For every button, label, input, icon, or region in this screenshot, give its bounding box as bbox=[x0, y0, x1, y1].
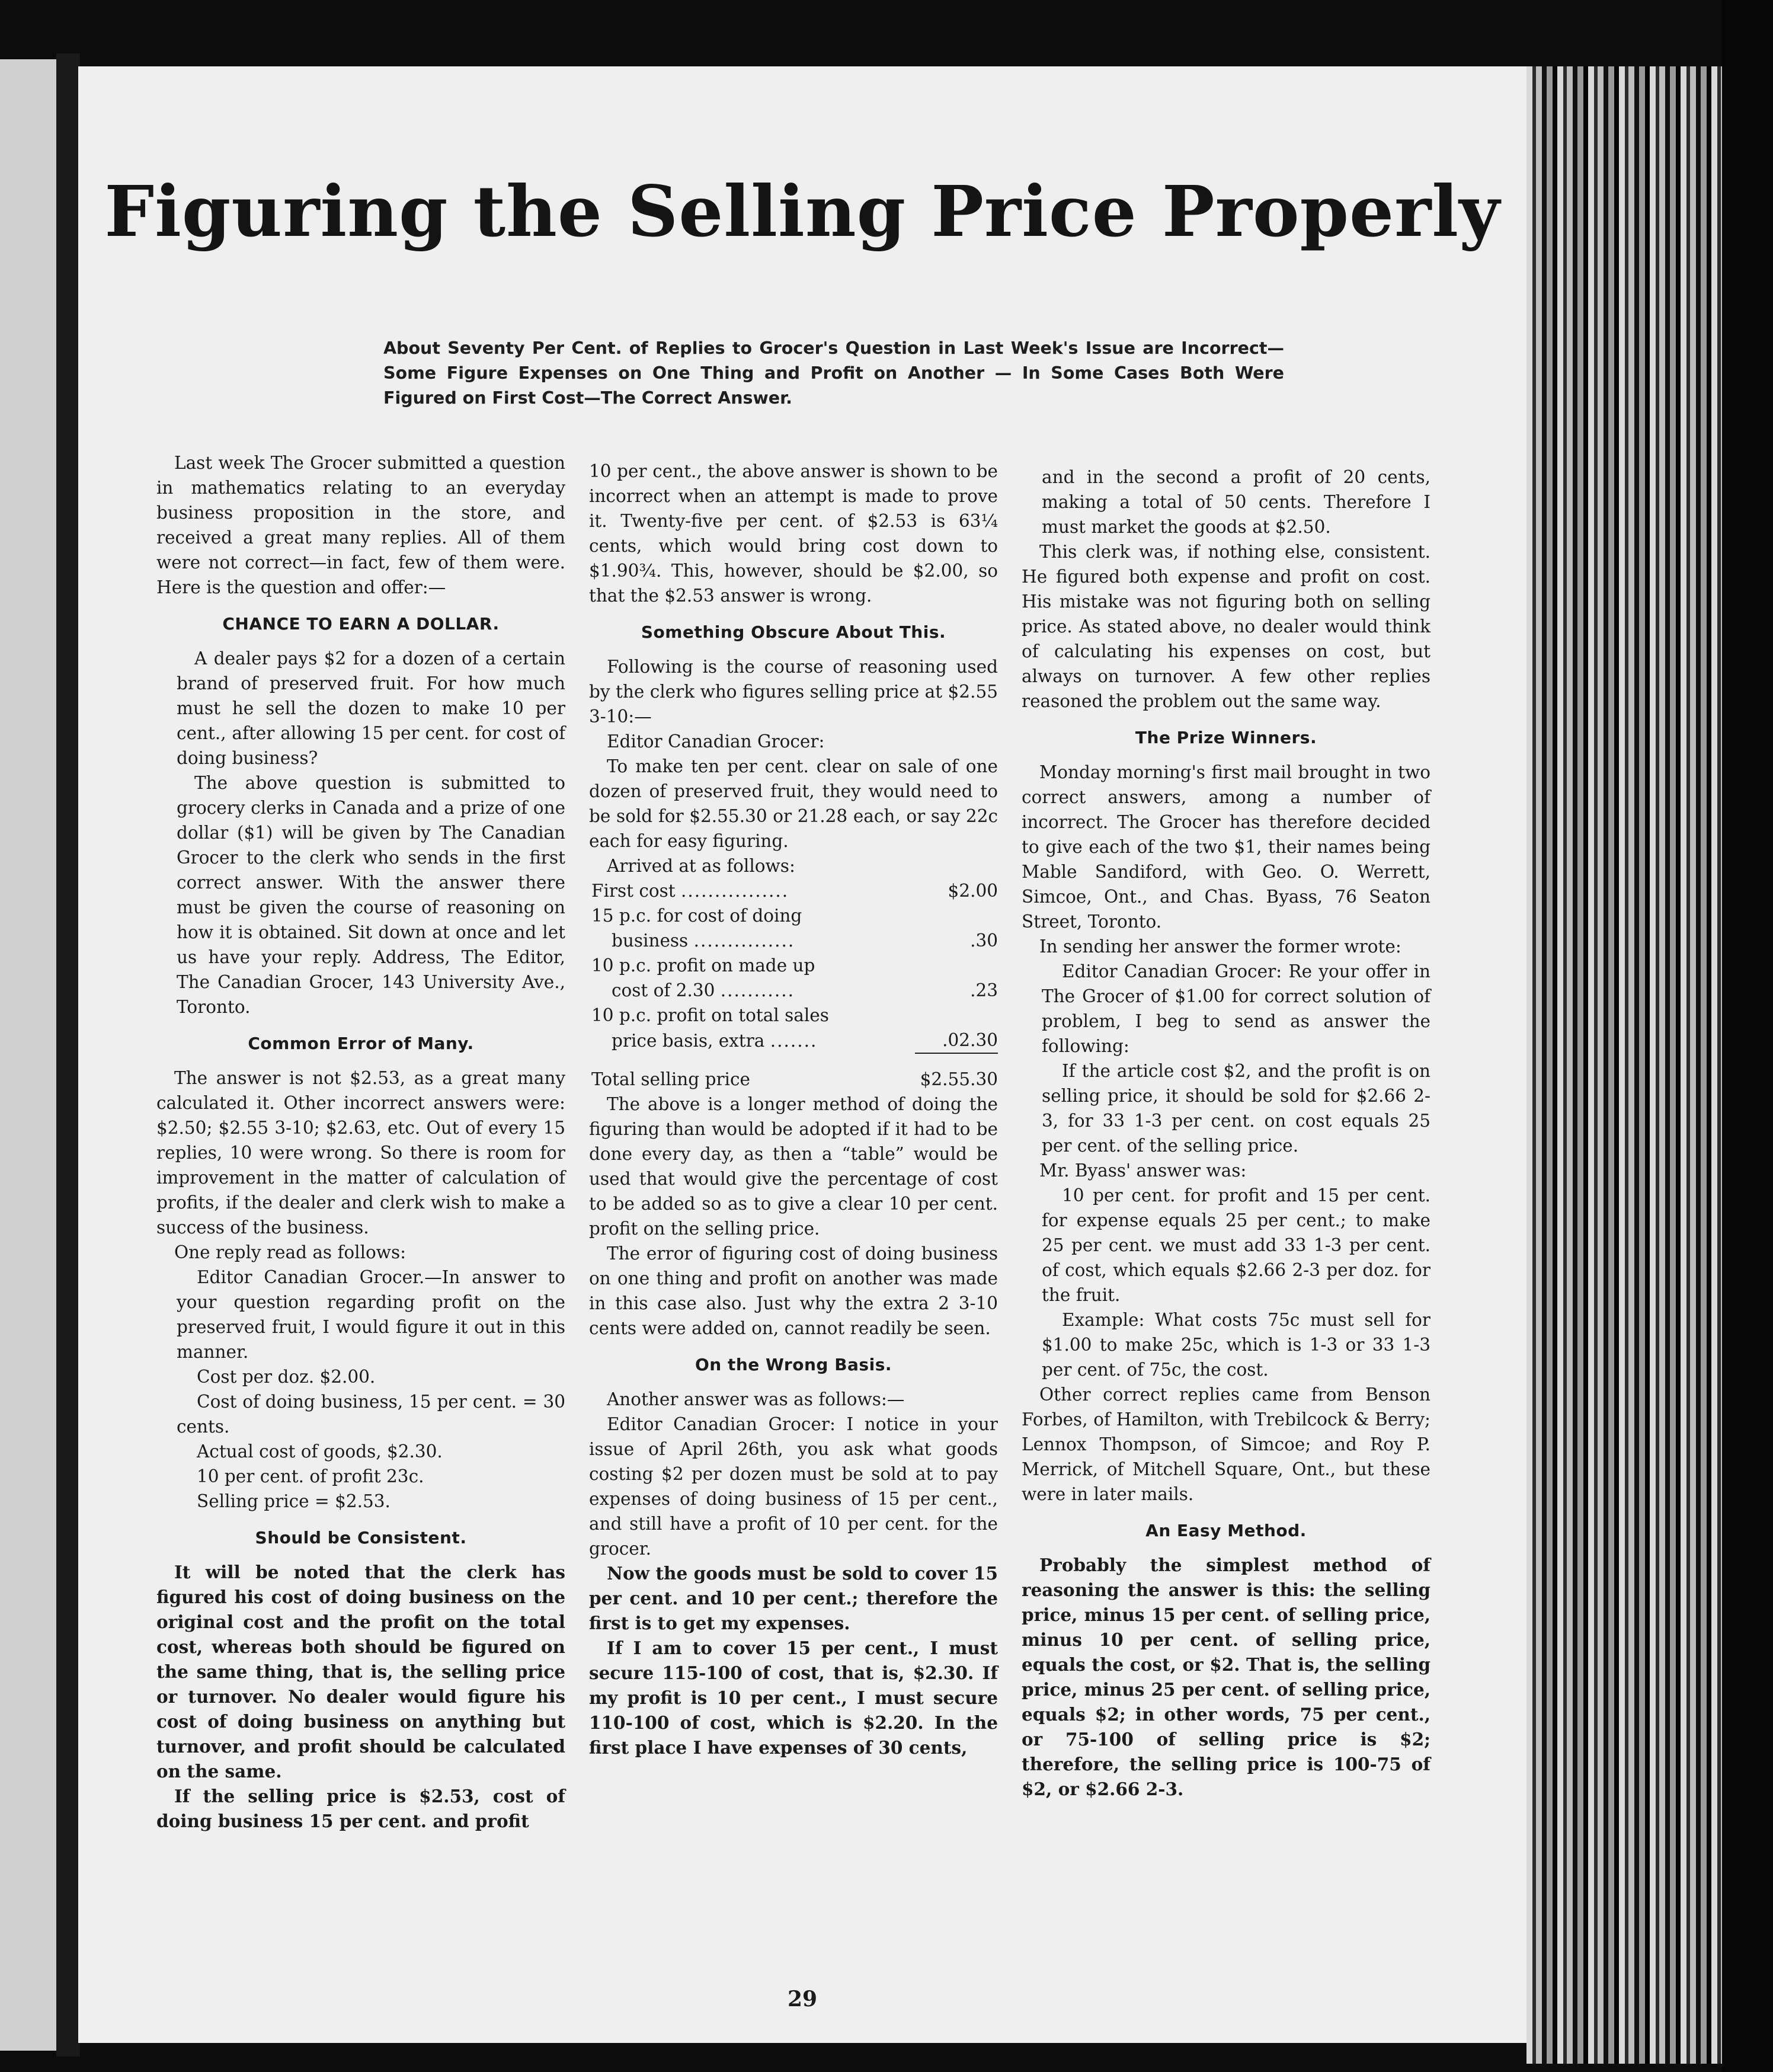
book-gutter bbox=[56, 53, 80, 2057]
reply-line: Selling price = $2.53. bbox=[197, 1491, 391, 1511]
if-article-letter: If the article cost $2, and the profit is on selling price, it should be sold for $2.66 2-3, for 33 1-3 per cent. on cost equals 25 per cent. of the selling price. bbox=[1042, 1061, 1430, 1156]
continued-paragraph: and in the second a profit of 20 cents, making a total of 50 cents. Therefore I must market the goods at $2.50. bbox=[1042, 467, 1430, 537]
if-selling-paragraph: If the selling price is $2.53, cost of doing business 15 per cent. and profit bbox=[156, 1786, 565, 1831]
page-stack-edges bbox=[1526, 66, 1722, 2064]
clerk-paragraph: This clerk was, if nothing else, consistent. He figured both expense and profit on cost. His mistake was not figuring both on selling price. As stated above, no dealer would think of calculating his expenses on cost, but always on turnover. A few other replies reasoned the problem out the same way. bbox=[1022, 542, 1430, 711]
monday-paragraph: Monday morning's first mail brought in two correct answers, among a number of incorrect. The Grocer has therefore decided to give each of the two $1, their names being Mable Sandiford, with Geo. O. Werrett, Simcoe, Ont., and Chas. Byass, 76 Seaton Street, Toronto. bbox=[1022, 762, 1430, 932]
easy-method-paragraph: Probably the simplest method of reasoning the answer is this: the selling price, minus 15 per cent. of selling price, minus 10 per cent. of selling price, equals the cost, or $2. That is, the selling price, minus 25 per cent. of selling price, equals $2; in other words, 75 per cent., or 75-100 of selling price is $2; therefore, the selling price is 100-75 of $2, or $2.66 2-3. bbox=[1022, 1555, 1430, 1799]
reply-letter: Editor Canadian Grocer.—In answer to your question regarding profit on the preserved fruit, I would figure it out in this manner. bbox=[177, 1267, 565, 1362]
question-paragraph: A dealer pays $2 for a dozen of a certain brand of preserved fruit. For how much must he sell the dozen to make 10 per cent., after allowing 15 per cent. for cost of doing business? bbox=[177, 648, 565, 768]
calc-label: 10 p.c. profit on made up bbox=[591, 955, 815, 976]
common-error-paragraph: The answer is not $2.53, as a great many calculated it. Other incorrect answers were: $2.50; $2.55 3-10; $2.63, etc. Out of every 15 replies, 10 were wrong. So there is room for improvement in the matter of calculation of profits, if the dealer and clerk wish to make a success of the business. bbox=[156, 1068, 565, 1238]
leader-dots: ................ bbox=[681, 881, 789, 901]
calc-amount bbox=[915, 1003, 998, 1028]
error-paragraph: The error of figuring cost of doing business on one thing and profit on another was made in this case also. Just why the extra 2 3-10 cents were added on, cannot readily be seen. bbox=[589, 1243, 998, 1338]
calc-row bbox=[589, 878, 998, 903]
if-cover-paragraph: If I am to cover 15 per cent., I must secure 115-100 of cost, that is, $2.30. If my profit is 10 per cent., I must secure 110-100 of cost, which is $2.20. In the first place I have expenses of 30 cents, bbox=[589, 1638, 998, 1758]
article-subhead: About Seventy Per Cent. of Replies to Grocer's Question in Last Week's Issue are Incorrect—Some Figure Expenses on One Thing and Profit on Another — In Some Cases Both Were Figured on First Cost—The Correct Answer. bbox=[383, 338, 1284, 408]
calc-label: price basis, extra bbox=[612, 1031, 765, 1051]
letter-paragraph: To make ten per cent. clear on sale of one dozen of preserved fruit, they would need to be sold for $2.55.30 or 21.28 each, or say 22c each for easy figuring. bbox=[589, 756, 998, 851]
byass-intro: Mr. Byass' answer was: bbox=[1039, 1160, 1247, 1181]
reply-line: Actual cost of goods, $2.30. bbox=[197, 1441, 443, 1462]
reply-line: Cost of doing business, 15 per cent. = 30 cents. bbox=[177, 1392, 565, 1437]
calc-row bbox=[589, 1003, 998, 1028]
section-heading-wrong-basis: On the Wrong Basis. bbox=[695, 1355, 892, 1374]
continued-paragraph: 10 per cent., the above answer is shown to be incorrect when an attempt is made to prove it. Twenty-five per cent. of $2.53 is 63¼ cents, which would bring cost down to $1.90¾. This, however, should be $2.00, so that the $2.53 answer is wrong. bbox=[589, 461, 998, 606]
section-heading-obscure: Something Obscure About This. bbox=[641, 622, 946, 642]
section-heading-consistent: Should be Consistent. bbox=[255, 1528, 467, 1547]
one-reply-paragraph: One reply read as follows: bbox=[174, 1242, 407, 1262]
calculation-table bbox=[589, 878, 998, 1092]
scan-border bbox=[1722, 0, 1773, 2072]
calc-row bbox=[589, 928, 998, 953]
longer-method-paragraph: The above is a longer method of doing the figuring than would be adopted if it had to be done every day, as then a “table” would be used that would give the percentage of cost to be added so as to give a clear 10 per cent. profit on the selling price. bbox=[589, 1094, 998, 1239]
re-offer-letter: Editor Canadian Grocer: Re your offer in The Grocer of $1.00 for correct solution of problem, I beg to send as answer the following: bbox=[1042, 961, 1430, 1056]
column-1 bbox=[156, 450, 565, 1834]
calc-amount bbox=[915, 953, 998, 978]
page-number: 29 bbox=[787, 1987, 818, 2012]
following-paragraph: Following is the course of reasoning used by the clerk who figures selling price at $2.55 3-10:— bbox=[589, 657, 998, 727]
example-paragraph: Example: What costs 75c must sell for $1.00 to make 25c, which is 1-3 or 33 1-3 per cent. of 75c, the cost. bbox=[1042, 1310, 1430, 1380]
reply-line: 10 per cent. of profit 23c. bbox=[197, 1466, 424, 1486]
calc-amount: .30 bbox=[970, 931, 998, 951]
article-headline: Figuring the Selling Price Properly bbox=[104, 170, 1500, 252]
calc-label: cost of 2.30 bbox=[612, 980, 715, 1000]
calc-label: 10 p.c. profit on total sales bbox=[591, 1005, 829, 1025]
column-3 bbox=[1022, 465, 1430, 1802]
left-page-edge bbox=[0, 59, 56, 2051]
arrived-paragraph: Arrived at as follows: bbox=[607, 856, 795, 876]
byass-answer: 10 per cent. for profit and 15 per cent. for expense equals 25 per cent.; to make 25 per cent. we must add 33 1-3 per cent. of cost, which equals $2.66 2-3 per doz. for the fruit. bbox=[1042, 1185, 1430, 1305]
letter-salutation: Editor Canadian Grocer: bbox=[607, 731, 825, 752]
calc-row bbox=[589, 1028, 998, 1053]
calc-total-row bbox=[589, 1053, 998, 1092]
another-answer-paragraph: Another answer was as follows:— bbox=[607, 1389, 905, 1409]
section-heading-chance: CHANCE TO EARN A DOLLAR. bbox=[222, 614, 500, 634]
notice-paragraph: Editor Canadian Grocer: I notice in your issue of April 26th, you ask what goods costing $2 per dozen must be sold at to pay expenses of doing business of 15 per cent., and still have a profit of 10 per cent. for the grocer. bbox=[589, 1414, 998, 1559]
calc-amount: .23 bbox=[970, 980, 998, 1000]
calc-label: First cost bbox=[591, 881, 676, 901]
leader-dots: ............... bbox=[693, 931, 795, 951]
offer-paragraph: The above question is submitted to grocery clerks in Canada and a prize of one dollar ($1) will be given by The Canadian Grocer to the clerk who sends in the first correct answer. With the answer there must be given the course of reasoning on how it is obtained. Sit down at once and let us have your reply. Address, The Editor, The Canadian Grocer, 143 University Ave., Toronto. bbox=[177, 773, 565, 1017]
total-amount: $2.55.30 bbox=[915, 1053, 998, 1092]
leader-dots: ........... bbox=[720, 980, 795, 1000]
now-paragraph: Now the goods must be sold to cover 15 per cent. and 10 per cent.; therefore the first is to get my expenses. bbox=[589, 1563, 998, 1633]
calc-label: 15 p.c. for cost of doing bbox=[591, 906, 802, 926]
calc-row bbox=[589, 953, 998, 978]
calc-amount: .02.30 bbox=[942, 1030, 998, 1050]
calc-row bbox=[589, 903, 998, 928]
sending-paragraph: In sending her answer the former wrote: bbox=[1039, 936, 1401, 957]
total-label: Total selling price bbox=[591, 1069, 750, 1089]
section-heading-easy-method: An Easy Method. bbox=[1145, 1521, 1307, 1540]
other-replies-paragraph: Other correct replies came from Benson Forbes, of Hamilton, with Trebilcock & Berry; Lennox Thompson, of Simcoe; and Roy P. Merrick, of Mitchell Square, Ont., but these were in later mails. bbox=[1022, 1384, 1430, 1504]
calc-amount: $2.00 bbox=[948, 881, 998, 901]
reply-line: Cost per doz. $2.00. bbox=[197, 1367, 376, 1387]
section-heading-prize-winners: The Prize Winners. bbox=[1135, 728, 1317, 747]
calc-row bbox=[589, 978, 998, 1003]
leader-dots: ....... bbox=[770, 1031, 818, 1051]
intro-paragraph: Last week The Grocer submitted a question in mathematics relating to an everyday business proposition in the store, and received a great many replies. All of them were not correct—in fact, few of them were. Here is the question and offer:— bbox=[156, 453, 565, 597]
section-heading-common-error: Common Error of Many. bbox=[248, 1034, 474, 1053]
magazine-page bbox=[78, 66, 1526, 2043]
calc-amount bbox=[915, 903, 998, 928]
calc-label: business bbox=[612, 931, 689, 951]
column-2 bbox=[589, 459, 998, 1760]
consistent-paragraph: It will be noted that the clerk has figured his cost of doing business on the original cost and the profit on the total cost, whereas both should be figured on the same thing, that is, the selling price or turnover. No dealer would figure his cost of doing business on anything but turnover, and profit should be calculated on the same. bbox=[156, 1562, 565, 1782]
